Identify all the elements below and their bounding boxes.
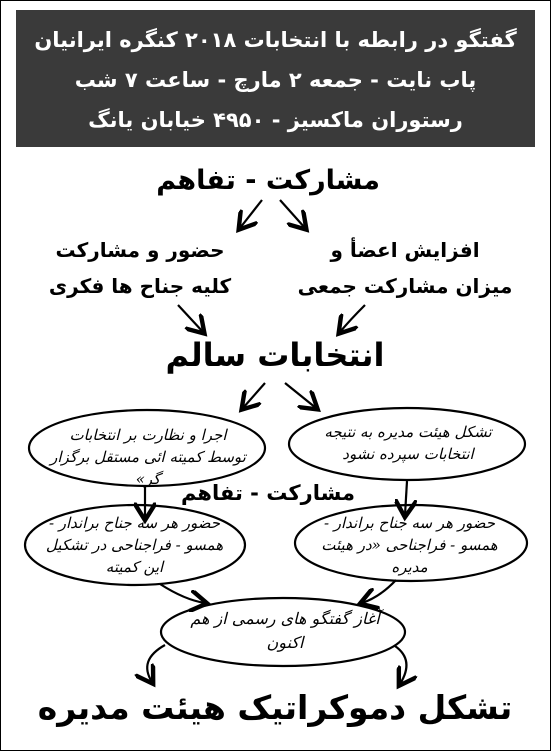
header-line-2: پاب نایت - جمعه ۲ مارچ - ساعت ۷ شب (74, 68, 477, 92)
header-line-1: گفتگو در رابطه با انتخابات ۲۰۱۸ کنگره ایرانیان (34, 28, 517, 52)
top-label: مشارکت - تفاهم (156, 165, 380, 196)
center-title: انتخابات سالم (165, 336, 385, 374)
arrow-right-to-center (362, 580, 396, 603)
arrow-bottom-right (395, 646, 406, 684)
arrow-top-right (280, 200, 305, 228)
right-branch-line-1: افزایش اعضأ و (330, 238, 480, 262)
ellipse-right-top-text: تشکل هیئت مدیره به نتیجه انتخابات سپرده نشود (324, 423, 492, 463)
left-branch-line-1: حضور و مشارکت (55, 238, 225, 262)
ellipse-right-bottom-text: حضور هر سه جناح براندار - همسو - فراجناحی «در هیئت مدیره (321, 514, 498, 576)
mid-label: مشارکت - تفاهم (180, 481, 355, 505)
arrow-right-down (405, 481, 407, 515)
arrow-top-left (240, 200, 262, 228)
arrow-mid-left (243, 383, 265, 408)
arrow-bottom-left (147, 645, 165, 682)
bottom-title: تشکل دموکراتیک هیئت مدیره (37, 688, 513, 727)
arrow-mid-right (285, 383, 316, 408)
arrow-left-to-center (160, 584, 205, 603)
header-line-3: رستوران ماکسیز - ۴۹۵۰ خیابان یانگ (88, 108, 463, 132)
ellipse-left-top-text: اجرا و نظارت بر انتخابات توسط کمیته ائی مستقل برگزار گر» (50, 426, 246, 488)
arrow-left-converge (178, 305, 203, 332)
ellipse-left-bottom-text: حضور هر سه جناح براندار - همسو - فراجناحی در تشکیل این کمیته (45, 514, 224, 576)
right-branch-line-2: میزان مشارکت جمعی (297, 274, 513, 298)
ellipse-center-text: آغاز گفتگو های رسمی از هم اکنون (190, 609, 380, 652)
arrow-right-converge (340, 305, 365, 332)
left-branch-line-2: کلیه جناح ها فکری (48, 274, 232, 298)
